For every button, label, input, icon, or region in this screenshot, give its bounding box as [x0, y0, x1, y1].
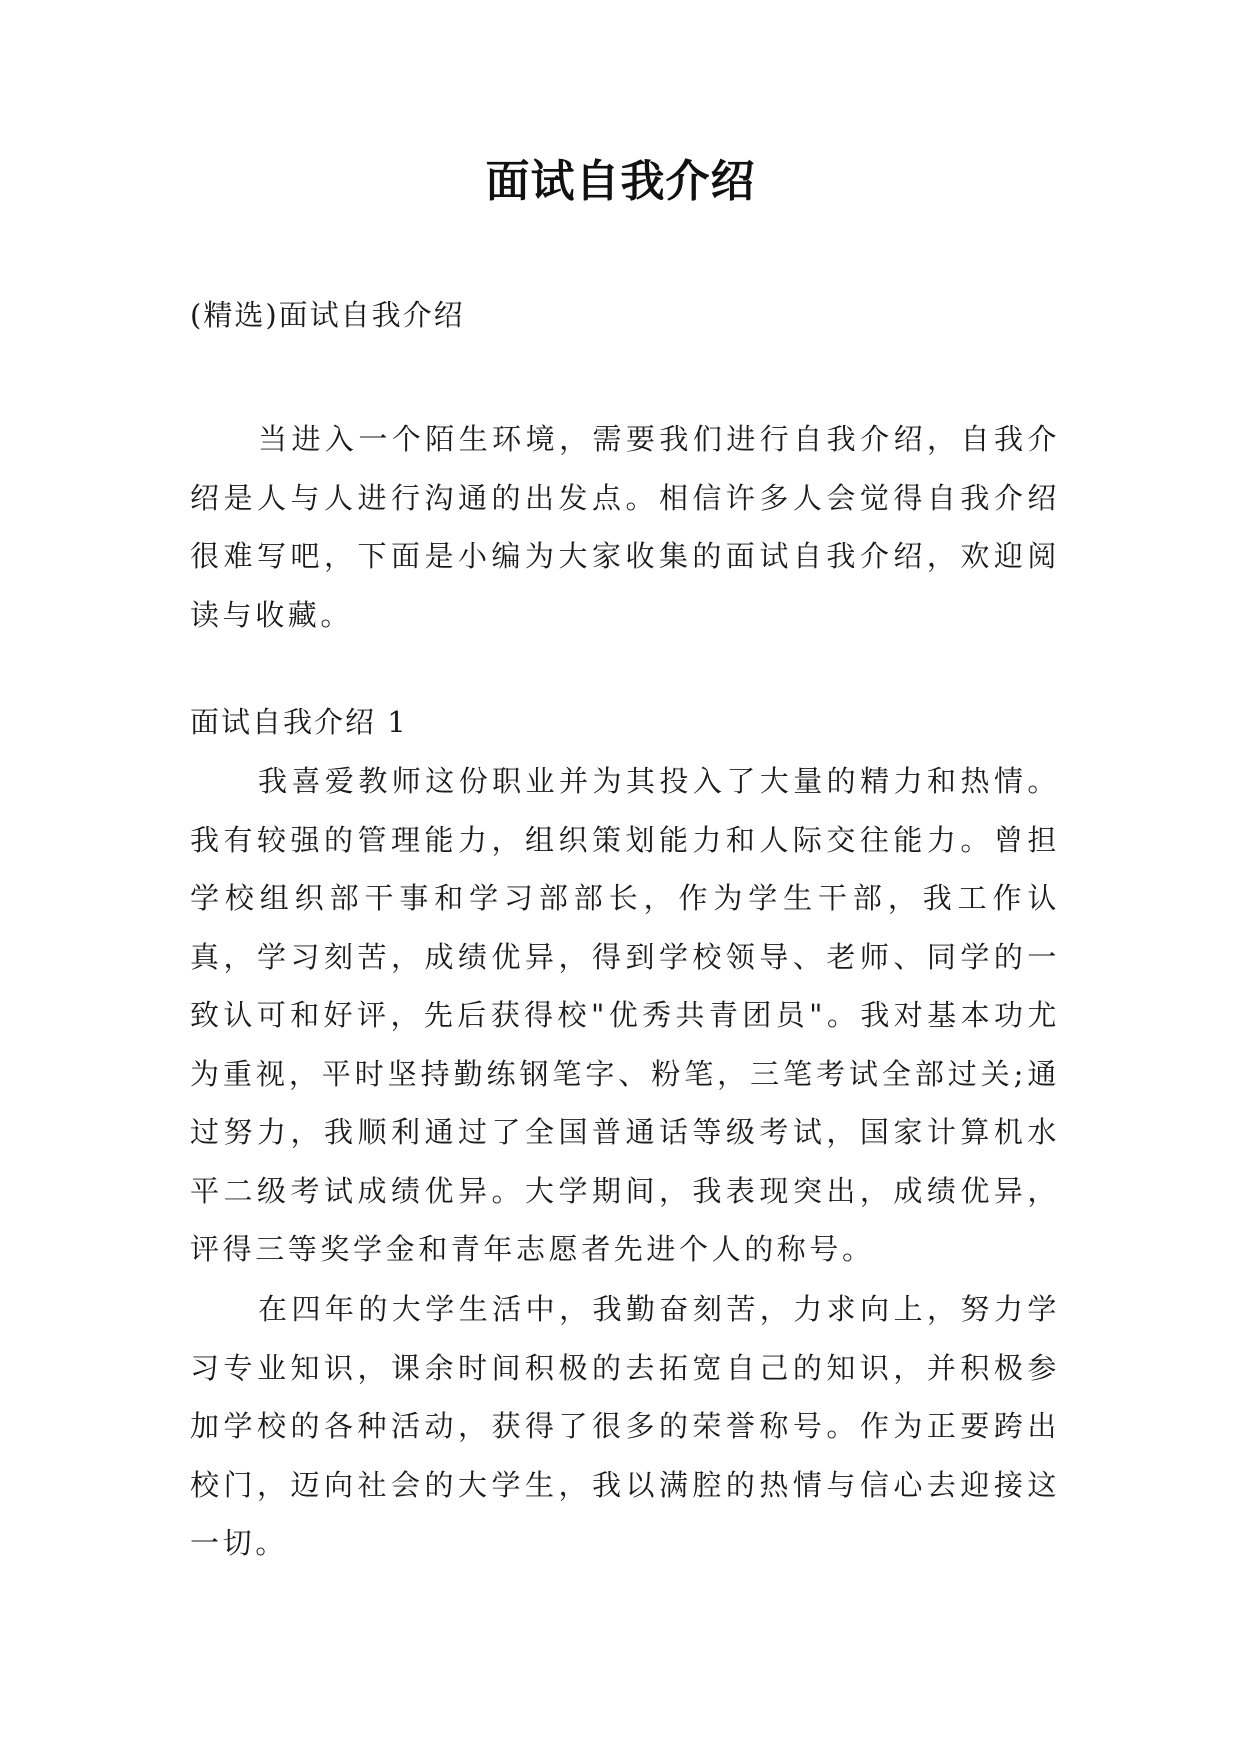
- intro-paragraph: 当进入一个陌生环境，需要我们进行自我介绍，自我介绍是人与人进行沟通的出发点。相信许多人会觉得自我介绍很难写吧，下面是小编为大家收集的面试自我介绍，欢迎阅读与收藏。: [190, 422, 1060, 632]
- body-paragraph: 我喜爱教师这份职业并为其投入了大量的精力和热情。我有较强的管理能力，组织策划能力和人际交往能力。曾担学校组织部干事和学习部部长，作为学生干部，我工作认真，学习刻苦，成绩优异，得到学校领导、老师、同学的一致认可和好评，先后获得校"优秀共青团员"。我对基本功尤为重视，平时坚持勤练钢笔字、粉笔，三笔考试全部过关;通过努力，我顺利通过了全国普通话等级考试，国家计算机水平二级考试成绩优异。大学期间，我表现突出，成绩优异，评得三等奖学金和青年志愿者先进个人的称号。: [190, 764, 1060, 1266]
- section-heading: 面试自我介绍 1: [190, 705, 408, 739]
- document-subtitle: (精选)面试自我介绍: [190, 298, 465, 332]
- page-title: 面试自我介绍: [485, 156, 756, 207]
- body-paragraph: 在四年的大学生活中，我勤奋刻苦，力求向上，努力学习专业知识，课余时间积极的去拓宽自己的知识，并积极参加学校的各种活动，获得了很多的荣誉称号。作为正要跨出校门，迈向社会的大学生，我以满腔的热情与信心去迎接这一切。: [190, 1292, 1060, 1560]
